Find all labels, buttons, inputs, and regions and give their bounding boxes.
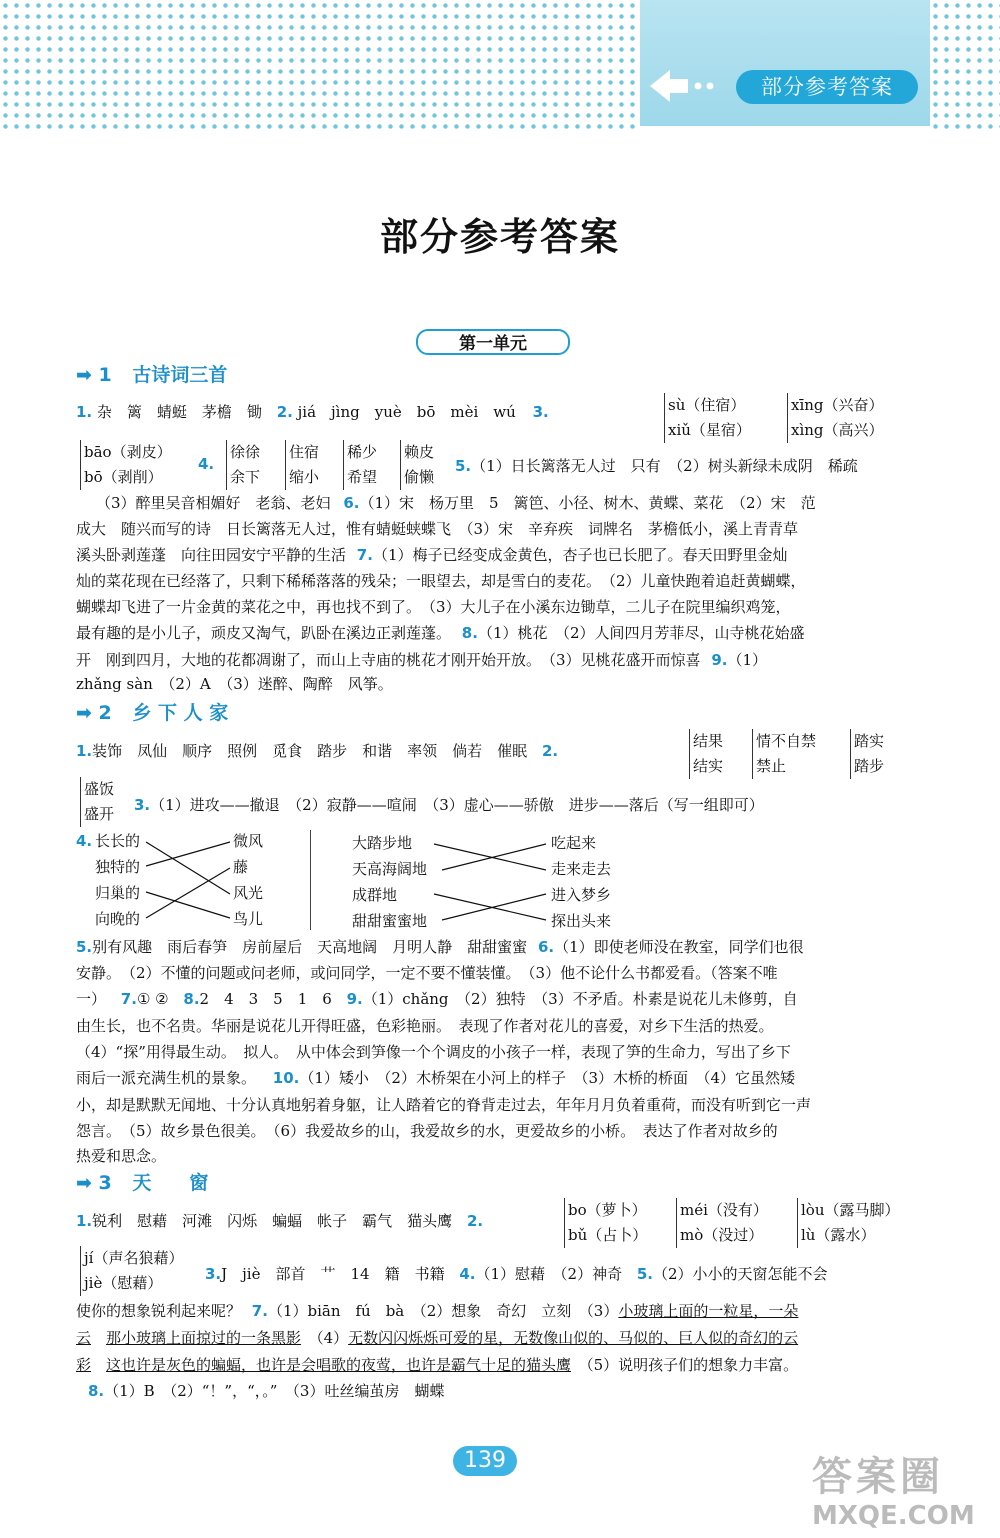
answer-text: jiá jìng yuè bō mèi wú — [297, 403, 516, 421]
match-left-4: 向晚的 — [95, 910, 141, 928]
section-number: 1 — [98, 364, 112, 386]
bracket-group: 结果 结实 — [689, 729, 723, 779]
bracket-group: 赖皮 偷懒 — [400, 440, 434, 490]
answer-line: 成大 随兴而写的诗 日长篱落无人过，惟有蜻蜓蛱蝶飞 （3）宋 辛弃疾 词牌名 茅檐低小，溪上青青草 — [76, 520, 799, 538]
bracket-group: sù（住宿） xiǔ（星宿） — [664, 393, 751, 443]
section-title: 天 窗 — [132, 1172, 209, 1194]
answer-line: 3.J jiè 部首 艹 14 籍 书籍 4.（1）慰藉 （2）神奇 5.（2）小小的天窗怎能不会 — [205, 1265, 828, 1283]
answer-line: 5.（1）日长篱落无人过 只有 （2）树头新绿未成阴 稀疏 — [455, 457, 858, 475]
arrow-left-icon — [648, 66, 718, 106]
match-lines-left — [140, 830, 240, 930]
match-lines-right — [430, 832, 550, 932]
bracket-group: 稀少 希望 — [343, 440, 377, 490]
section-heading-2 — [76, 698, 228, 725]
match-left-5: 大踏步地 — [352, 834, 413, 852]
answer-line: 由生长，也不名贵。华丽是说花儿开得旺盛，色彩艳丽。 表现了作者对花儿的喜爱，对乡下生活的热爱。 — [76, 1017, 774, 1035]
page-title: 部分参考答案 — [379, 214, 620, 259]
match-right-7: 进入梦乡 — [551, 886, 612, 904]
bracket-group: 徐徐 余下 — [226, 440, 260, 490]
bracket-group: 住宿 缩小 — [285, 440, 319, 490]
header-badge: 部分参考答案 — [736, 70, 918, 104]
answer-line: 3.（1）进攻——撤退 （2）寂静——喧闹 （3）虚心——骄傲 进步——落后（写一组即可） — [134, 796, 764, 814]
header-dot-pattern — [0, 0, 640, 130]
arrow-right-icon: ➡ — [76, 364, 92, 386]
answer-line: 小，却是默默无闻地、十分认真地躬着身躯，让人踏着它的脊背走过去，年年月月负着重荷，而没有听到它一声 — [76, 1096, 812, 1114]
answer-line: 1. 杂 篱 蜻蜓 茅檐 锄 2. jiá jìng yuè bō mèi wú 3. — [76, 403, 549, 421]
section-heading-3 — [76, 1168, 208, 1195]
bracket-group: lòu（露马脚） lù（露水） — [797, 1198, 900, 1248]
bracket-group: bo（萝卜） bǔ（占卜） — [564, 1198, 647, 1248]
match-line — [146, 868, 230, 918]
match-line — [146, 842, 230, 894]
answer-line: 最有趣的是小儿子，顽皮又淘气，趴卧在溪边正剥莲蓬。 8.（1）桃花 （2）人间四月芳菲尽，山寺桃花始盛 — [76, 624, 805, 642]
answer-line: 热爱和思念。 — [76, 1147, 167, 1165]
bracket-group: 情不自禁 禁止 — [752, 729, 816, 779]
answer-line: 灿的菜花现在已经落了，只剩下稀稀落落的残朵；一眼望去，却是雪白的麦花。 （2）儿童快跑着追赶黄蝴蝶， — [76, 572, 806, 590]
match-right-6: 走来走去 — [551, 860, 612, 878]
answer-line: （3）醉里吴音相媚好 老翁、老妇 6.（1）宋 杨万里 5 篱笆、小径、树木、黄蝶、菜花 （2）宋 范 — [96, 494, 816, 512]
match-left-7: 成群地 — [352, 886, 398, 904]
match-right-5: 吃起来 — [551, 834, 597, 852]
answer-line: （4）“探”用得最生动。 拟人。 从中体会到笋像一个个调皮的小孩子一样，表现了笋的生命力，写出了乡下 — [76, 1043, 791, 1061]
page-number: 139 — [453, 1446, 517, 1476]
answer-line: 溪头卧剥莲蓬 向往田园安宁平静的生活 7.（1）梅子已经变成金黄色，杏子也已长肥了。春天田野里金灿 — [76, 546, 788, 564]
match-right-4: 鸟儿 — [233, 910, 264, 928]
section-title: 古诗词三首 — [132, 364, 228, 386]
answer-line: 1.锐利 慰藉 河滩 闪烁 蝙蝠 帐子 霸气 猫头鹰 2. — [76, 1212, 484, 1230]
answer-line: 使你的想象锐利起来呢？ 7.（1）biān fú bà （2）想象 奇幻 立刻 （3）小玻璃上面的一粒星，一朵 — [76, 1302, 799, 1320]
answer-line: 怨言。 （5）故乡景色很美。 （6）我爱故乡的山，我爱故乡的水，更爱故乡的小桥。 表达了作者对故乡的 — [76, 1122, 778, 1140]
answer-line: 云 那小玻璃上面掠过的一条黑影 （4）无数闪闪烁烁可爱的星，无数像山似的、马似的、巨人似的奇幻的云 — [76, 1329, 799, 1347]
bracket-group: bāo（剥皮） bō（剥削） — [80, 440, 172, 490]
unit-label: 第一单元 — [416, 329, 570, 355]
answer-line: 一） 7.① ② 8.2 4 3 5 1 6 9.（1）chǎng （2）独特 （3）不矛盾。朴素是说花儿未修剪，自 — [76, 990, 798, 1008]
answer-line: 5.别有风趣 雨后春笋 房前屋后 天高地阔 月明人静 甜甜蜜蜜 6.（1）即使老师没在教室，同学们也很 — [76, 938, 804, 956]
answer-text: 杂 篱 蜻蜓 茅檐 锄 — [96, 403, 262, 421]
bracket-group: jí（声名狼藉） jiè（慰藉） — [80, 1246, 183, 1296]
watermark: 答案圈 MXQE.COM — [812, 1454, 975, 1531]
section-title: 乡 下 人 家 — [132, 702, 229, 724]
bracket-group: méi（没有） mò（没过） — [676, 1198, 768, 1248]
match-right-2: 藤 — [233, 858, 249, 876]
match-left-8: 甜甜蜜蜜地 — [352, 912, 428, 930]
answer-line: 蝴蝶却飞进了一片金黄的菜花之中，再也找不到了。 （3）大儿子在小溪东边锄草，二儿子在院里编织鸡笼， — [76, 598, 791, 616]
match-right-1: 微风 — [233, 832, 264, 850]
section-heading-1 — [76, 360, 227, 387]
bracket-group: 盛饭 盛开 — [80, 777, 114, 827]
section-number: 2 — [98, 702, 112, 724]
match-left-2: 独特的 — [95, 858, 141, 876]
answer-line: 1.装饰 凤仙 顺序 照例 觅食 踏步 和谐 率领 倘若 催眠 2. — [76, 742, 559, 760]
answer-line: 8.（1）B （2）“！”，“，。” （3）吐丝编茧房 蝴蝶 — [88, 1382, 445, 1400]
bracket-group: xīng（兴奋） xìng（高兴） — [787, 393, 884, 443]
answer-line: 安静。 （2）不懂的问题或问老师，或问同学，一定不要不懂装懂。 （3）他不论什么书都爱看。（答案不唯 — [76, 964, 778, 982]
arrow-right-icon: ➡ — [76, 1172, 92, 1194]
match-left-1: 长长的 — [95, 832, 141, 850]
divider — [310, 830, 311, 930]
match-right-8: 探出头来 — [551, 912, 612, 930]
answer-line: 彩 这也许是灰色的蝙蝠，也许是会唱歌的夜莺，也许是霸气十足的猫头鹰 （5）说明孩子们的想象力丰富。 — [76, 1356, 799, 1374]
section-number: 3 — [98, 1172, 112, 1194]
header-dot-pattern-right — [930, 0, 1000, 130]
match-line — [146, 842, 230, 866]
match-left-6: 天高海阔地 — [352, 860, 428, 878]
arrow-right-icon: ➡ — [76, 702, 92, 724]
answer-line: 开 刚到四月，大地的花都凋谢了，而山上寺庙的桃花才刚开始开放。 （3）见桃花盛开而惊喜 9.（1） — [76, 651, 768, 669]
bracket-group: 踏实 踏步 — [850, 729, 884, 779]
match-line — [146, 892, 230, 918]
answer-line: zhǎng sàn （2）A （3）迷醉、陶醉 风筝。 — [76, 675, 393, 693]
match-left-3: 归巢的 — [95, 884, 141, 902]
header-band — [640, 0, 930, 126]
match-right-3: 风光 — [233, 884, 264, 902]
answer-line: 雨后一派充满生机的景象。 10.（1）矮小 （2）木桥架在小河上的样子 （3）木桥的桥面 （4）它虽然矮 — [76, 1069, 796, 1087]
